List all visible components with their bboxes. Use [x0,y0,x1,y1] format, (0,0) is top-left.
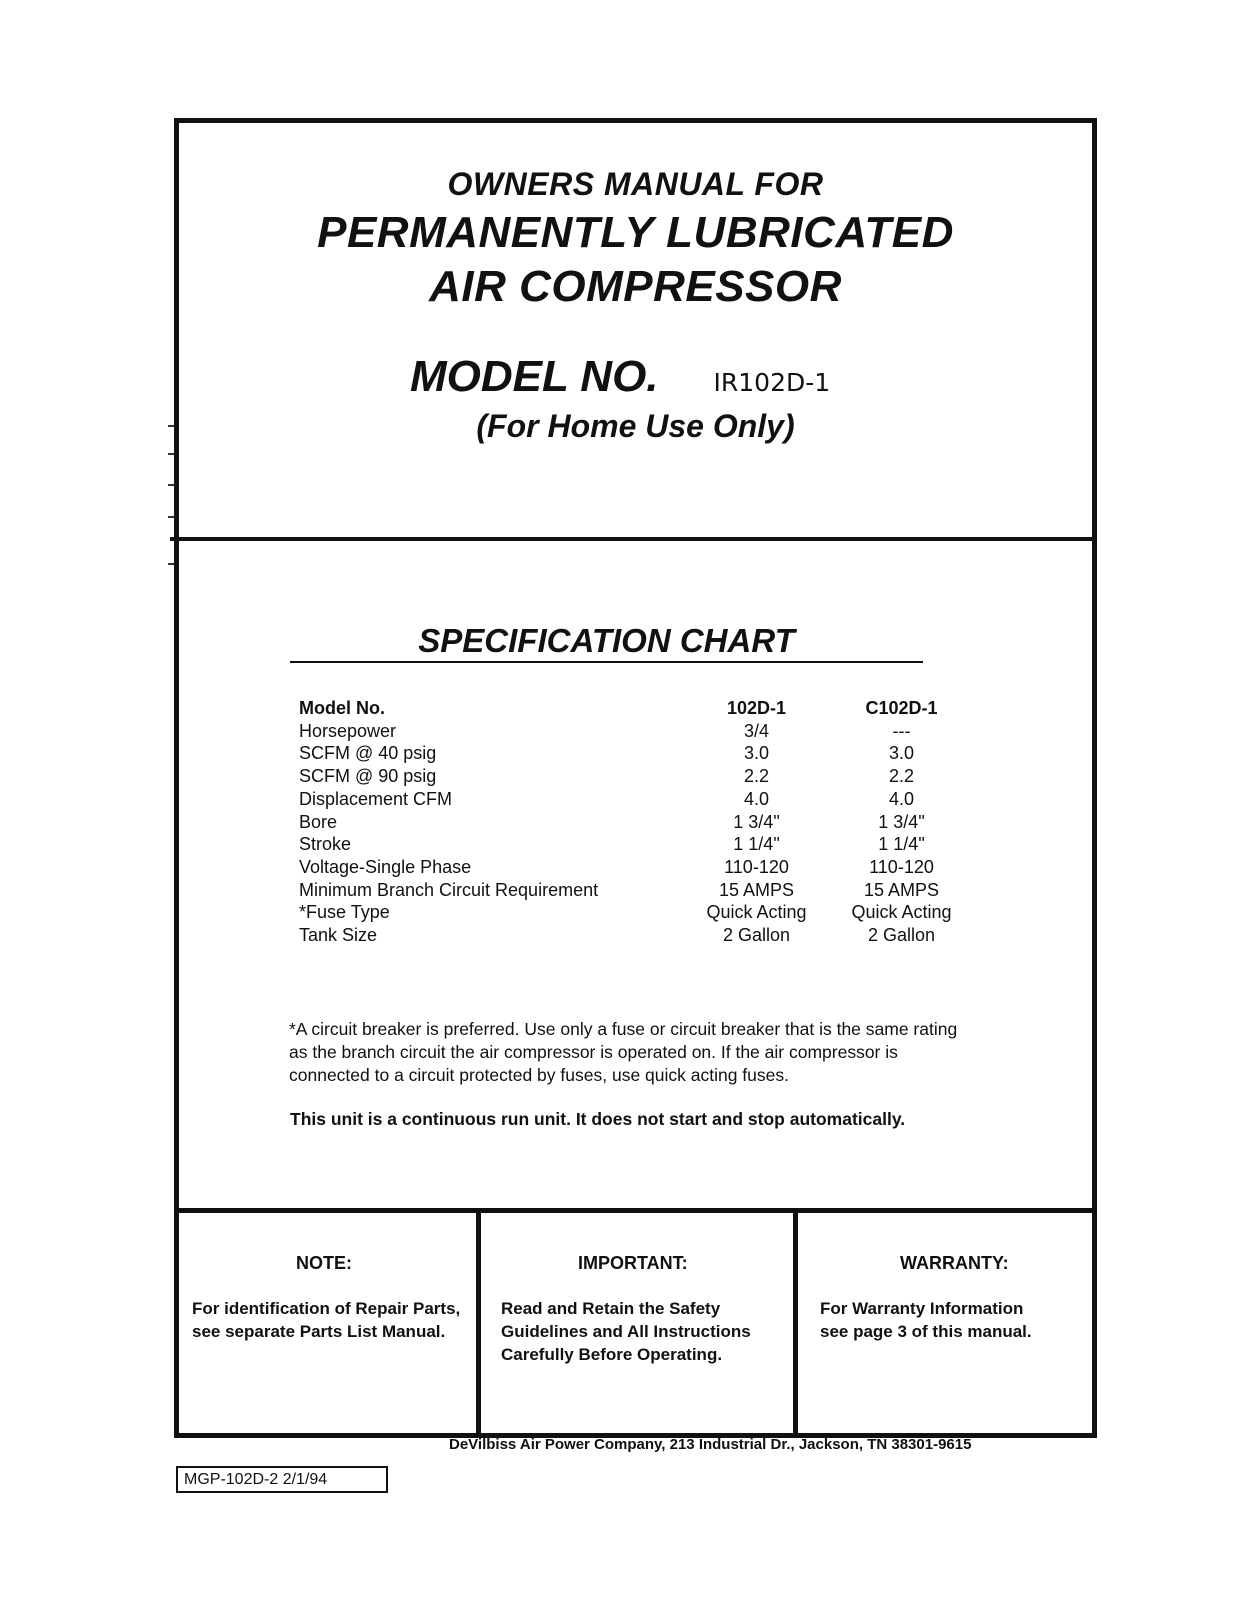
model-label: MODEL NO. [410,352,659,401]
table-row [299,720,974,743]
cell-value: 2 Gallon [722,925,791,946]
column-header: Model No. [299,698,385,718]
row-label: Tank Size [299,925,378,946]
home-use-subtitle: (For Home Use Only) [476,408,795,444]
cell-value: 15 AMPS [718,879,795,900]
row-label: SCFM @ 90 psig [299,766,437,787]
footnote-line: *A circuit breaker is preferred. Use only a fuse or circuit breaker that is the same rating [289,1019,958,1039]
cell-value: 2 Gallon [867,925,936,946]
note-line: For identification of Repair Parts, [192,1299,461,1318]
cell-value: Quick Acting [706,902,807,923]
footnote-line: connected to a circuit protected by fuses, use quick acting fuses. [289,1065,789,1085]
box-divider [793,1210,798,1434]
table-row [299,833,974,856]
company-address: DeVilbiss Air Power Company, 213 Industrial Dr., Jackson, TN 38301-9615 [449,1436,972,1453]
table-row [299,765,974,788]
row-label: Bore [299,811,338,832]
table-row [299,879,974,902]
warranty-body [820,1297,1032,1343]
note-body [192,1297,460,1343]
cell-value: 110-120 [724,856,789,877]
table-row [299,924,974,947]
important-title: IMPORTANT: [578,1253,688,1273]
important-line: Guidelines and All Instructions [501,1322,751,1341]
model-value: IR102D-1 [713,368,831,397]
row-label: *Fuse Type [299,902,390,923]
cell-value: 1 3/4" [878,811,925,832]
cell-value: 2.2 [888,766,915,787]
cell-value: Quick Acting [851,902,952,923]
margin-mark [168,563,174,565]
cell-value: 3.0 [743,743,770,764]
row-label: SCFM @ 40 psig [299,743,437,764]
cell-value: 1 3/4" [733,811,780,832]
title-line-1: OWNERS MANUAL FOR [447,166,824,202]
cell-value: 3/4 [743,720,770,741]
cell-value: 15 AMPS [863,879,940,900]
spec-chart-heading: SPECIFICATION CHART [418,622,795,659]
cell-value: 1 1/4" [878,834,925,855]
title-line-3: AIR COMPRESSOR [429,262,842,311]
row-label: Voltage-Single Phase [299,856,472,877]
table-row [299,856,974,879]
section-divider [170,537,1097,541]
table-row [299,901,974,924]
spec-heading-underline [290,661,923,663]
note-title: NOTE: [296,1253,352,1273]
table-row [299,788,974,811]
column-header: C102D-1 [865,698,938,718]
column-header: 102D-1 [726,698,787,718]
cell-value: 3.0 [888,743,915,764]
warranty-title: WARRANTY: [900,1253,1009,1273]
row-label: Horsepower [299,720,397,741]
warranty-line: For Warranty Information [820,1299,1024,1318]
spec-table [299,697,974,947]
important-line: Carefully Before Operating. [501,1345,723,1364]
cell-value: 4.0 [743,788,770,809]
cell-value: 110-120 [869,856,934,877]
spec-table-header [299,697,974,720]
row-label: Minimum Branch Circuit Requirement [299,879,599,900]
section-divider [174,1208,1097,1213]
cell-value: 4.0 [888,788,915,809]
document-code: MGP-102D-2 2/1/94 [176,1466,388,1493]
margin-mark [168,484,174,486]
title-line-2: PERMANENTLY LUBRICATED [317,208,954,257]
table-row [299,811,974,834]
cell-value: 1 1/4" [733,834,780,855]
table-row [299,742,974,765]
row-label: Displacement CFM [299,788,453,809]
margin-mark [168,453,174,455]
box-divider [476,1210,481,1434]
cell-value: --- [892,720,911,741]
cell-value: 2.2 [743,766,770,787]
row-label: Stroke [299,834,352,855]
margin-mark [168,516,174,518]
model-number-row [410,352,830,402]
note-line: see separate Parts List Manual. [192,1322,446,1341]
warranty-line: see page 3 of this manual. [820,1322,1032,1341]
continuous-run-note: This unit is a continuous run unit. It does not start and stop automatically. [290,1109,906,1129]
footnote-line: as the branch circuit the air compressor is operated on. If the air compressor is [289,1042,898,1062]
important-line: Read and Retain the Safety [501,1299,721,1318]
fuse-footnote [289,1018,979,1087]
important-body [501,1297,751,1366]
